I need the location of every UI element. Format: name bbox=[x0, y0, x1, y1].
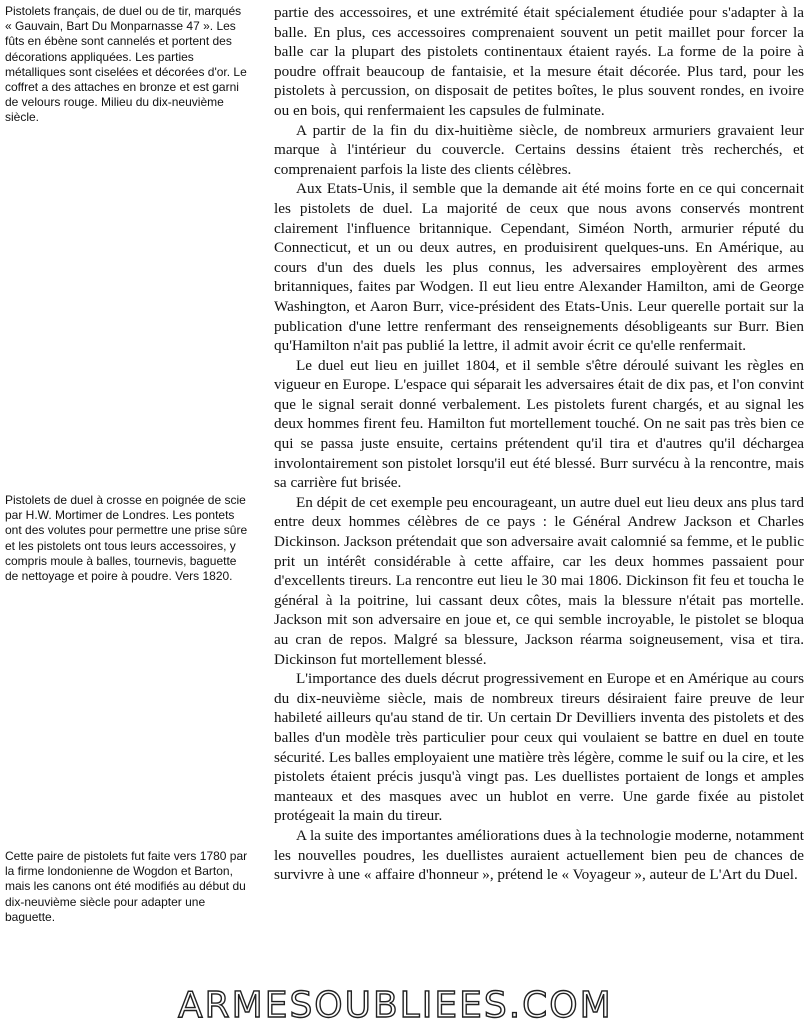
paragraph: Le duel eut lieu en juillet 1804, et il semble s'être déroulé suivant les règles en vigueur en Europe. L'espace qui séparait les adversaires était de dix pas, et l'on convint que le signal serait donné verbalement. Les pistolets furent chargés, et au signal les deux hommes firent feu. Hamilton fut mortellement touché. On ne sait pas très bien ce qui se passa juste ensuite, certains prétendent qu'il tira et d'autres qu'il déchargea involontairement son pistolet lorsqu'il eut été blessé. Burr survécu à la rencontre, mais sa carrière fut brisée. bbox=[274, 356, 804, 492]
caption-mortimer-pistols: Pistolets de duel à crosse en poignée de scie par H.W. Mortimer de Londres. Les pontets ont des volutes pour permettre une prise sûre et les pistolets ont tous leurs accessoires, y compris moule à balles, tournevis, baguette de nettoyage et poire à poudre. Vers 1820. bbox=[5, 493, 248, 584]
caption-french-pistols: Pistolets français, de duel ou de tir, marqués « Gauvain, Bart Du Monparnasse 47 ». Les fûts en ébène sont cannelés et portent des décorations appliquées. Les parties métalliques sont ciselées et décorées d'or. Le coffret a des attaches en bronze et est garni de velours rouge. Milieu du dix-neuvième siècle. bbox=[5, 4, 247, 125]
caption-wogdon-barton-pistols: Cette paire de pistolets fut faite vers 1780 par la firme londonienne de Wogdon et Barton, mais les canons ont été modifiés au début du dix-neuvième siècle pour adapter une baguette. bbox=[5, 849, 248, 924]
paragraph: En dépit de cet exemple peu encourageant, un autre duel eut lieu deux ans plus tard entre deux hommes célèbres de ce pays : le Général Andrew Jackson et Charles Dickinson. Jackson prétendait que son adversaire avait calomnié sa femme, et le public prit un intérêt considérable à cette affaire, car les deux hommes passaient pour d'excellents tireurs. La rencontre eut lieu le 30 mai 1806. Dickinson fit feu et toucha le général à la poitrine, lui cassant deux côtes, mais la blessure n'était pas mortelle. Jackson mit son adversaire en joue et, ce qui semble incroyable, le pistolet se bloqua au cran de repos. Malgré sa blessure, Jackson réarma soigneusement, visa et tira. Dickinson fut mortellement blessé. bbox=[274, 493, 804, 668]
paragraph: partie des accessoires, et une extrémité était spécialement étudiée pour s'adapter à la balle. En plus, ces accessoires comprenaient souvent un petit maillet pour forcer la balle car la plupart des pistolets continentaux étaient rayés. La forme de la poire à poudre offrait beaucoup de fantaisie, et la mesure était décorée. Plus tard, pour les pistolets à percussion, on disposait de petites boîtes, le plus souvent rondes, en ivoire ou en bois, qui renfermaient les capsules de fulminate. bbox=[274, 4, 804, 119]
paragraph: L'importance des duels décrut progressivement en Europe et en Amérique au cours du dix-neuvième siècle, mais de nombreux tireurs désiraient faire preuve de leur habileté ailleurs qu'au stand de tir. Un certain Dr Devilliers inventa des pistolets et des balles d'un modèle très particulier pour ceux qui voulaient se battre en duel en toute sécurité. Les balles employaient une matière très légère, comme le suif ou la cire, et les pistolets étaient précis jusqu'à vingt pas. Les duellistes portaient de longs et amples manteaux et des masques avec un hublot en verre. Une garde fixée au pistolet protégeait la main du tireur. bbox=[274, 670, 804, 825]
paragraph: Aux Etats-Unis, il semble que la demande ait été moins forte en ce qui concernait les pistolets de duel. La majorité de ceux que nous avons conservés montrent clairement l'influence britannique. Cependant, Siméon North, armurier réputé du Connecticut, et un ou deux autres, en produisirent quelques-uns. En Amérique, au cours d'un des duels les plus connus, les adversaires employèrent des armes britanniques, faites par Wodgen. Il eut lieu entre Alexander Hamilton, ami de George Washington, et Aaron Burr, vice-président des Etats-Unis. Leur querelle portait sur la publication d'une lettre renfermant des renseignements désobligeants sur Burr. Bien qu'Hamilton n'ait pas publié la lettre, il admit avoir écrit ce qu'elle renfermait. bbox=[274, 180, 804, 355]
caption-column bbox=[0, 0, 255, 1024]
paragraph: A la suite des importantes améliorations dues à la technologie moderne, notamment les nouvelles poudres, les duellistes auraient actuellement bien peu de chances de survivre à une « affaire d'honneur », prétend le « Voyageur », auteur de L'Art du Duel. bbox=[274, 826, 804, 884]
watermark: ARMESOUBLIEES.COM bbox=[178, 985, 613, 1026]
body-text bbox=[274, 3, 804, 885]
paragraph: A partir de la fin du dix-huitième siècle, de nombreux armuriers gravaient leur marque à l'intérieur du couvercle. Certains dessins étaient très recherchés, et comprenaient parfois la liste des clients célèbres. bbox=[274, 121, 804, 178]
